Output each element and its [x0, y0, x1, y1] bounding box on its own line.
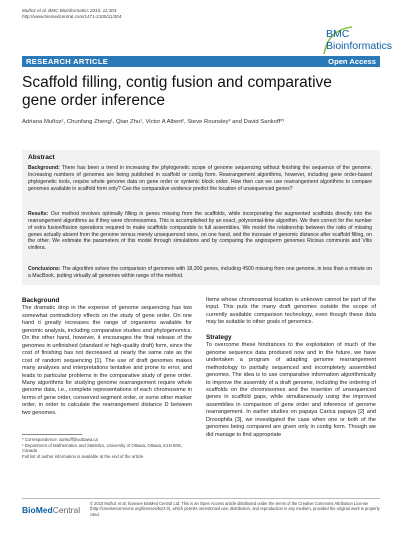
abstract-heading: Abstract [28, 154, 55, 161]
right-column [206, 297, 376, 439]
correspondence-footnote [22, 437, 192, 459]
footnote-divider [22, 434, 82, 435]
conclusions-label: Conclusions: [28, 266, 61, 272]
logo-line2: Bioinformatics [326, 40, 392, 52]
strategy-section-heading: Strategy [206, 333, 232, 341]
background-section-heading: Background [22, 297, 60, 304]
logo-line1: BMC [326, 28, 350, 40]
logo-biomed-text: BioMed [22, 505, 53, 515]
correspondence-note: Full list of author information is available at the end of the article [22, 453, 144, 459]
abstract-conclusions [28, 266, 372, 280]
results-label: Results: [28, 211, 49, 217]
abstract-results [28, 211, 372, 252]
right-column-intro-text: Items whose chromosomal location is unknown cannot be part of the input. This puts the many draft genomes outside the scope of currently available comparison technology, even though these data may be suitable to other goals of genomics. [206, 297, 376, 326]
citation-header [22, 8, 122, 20]
conclusions-text: The algorithm solves the comparison of genomes with 18,300 genes, including 4500 missing from one genome, in less than a minute on a MacBook, putting virtually all genomes within range of the method. [28, 266, 373, 279]
left-column [22, 297, 192, 417]
open-access-label: Open Access [328, 57, 376, 66]
biomed-central-logo [22, 505, 80, 515]
bmc-bioinformatics-logo [318, 24, 392, 60]
author-list: Adriana Muñoz¹, Chunfang Zheng¹, Qian Zhu¹, Victor A Albert², Steve Rounsley³ and David Sankoff*¹ [22, 119, 285, 125]
correspondence-affiliation: ¹ Department of Mathematics and Statistics, University of Ottawa, Ottawa, K1N 6N5, Canada [22, 442, 183, 454]
background-text: There has been a trend in increasing the phylogenetic scope of genome sequencing without finishing the sequence of the genome. Increasing numbers of genomes are being published in scaffold or contig form. Rearrangement algorithms, however, including gene order-based phylogenetic tools, require whole genome data on gene order or syntenic block order. How then can we use rearrangement algorithms to compare genomes available in scaffold form only? Can the comparative evidence predict the location of unsequenced genes? [28, 165, 372, 192]
background-label: Background: [28, 165, 60, 171]
logo-central-text: Central [52, 505, 81, 515]
citation-text: Muñoz et al. BMC Bioinformatics 2010, 11:304 [22, 8, 117, 13]
article-title: Scaffold filling, contig fusion and comparative gene order inference [22, 74, 332, 109]
footer-divider [22, 498, 380, 499]
license-footer [22, 500, 380, 520]
results-text: Our method involves optimally filling in genes missing from the scaffolds, while incorporating the augmented scaffolds directly into the rearrangement algorithms as if they were chromosomes. This is accomplished by an exact, polynomial-time algorithm. We then correct for the number of extra fusion/fission operations required to make scaffolds comparable to full assemblies. We model the relationship between the ratio of missing genes actually absent from the genome versus merely unsequenced ones, on one hand, and the increase of genomic distance after scaffold filling, on the other. We estimate the parameters of this model through simulations and by comparing the angiosperm genomes Ricinus communis and Vitis vinifera. [28, 211, 372, 252]
license-text: © 2010 Muñoz et al; licensee BioMed Central Ltd. This is an Open Access article distributed under the terms of the Creative Commons Attribution License (http://creativecommons.org/licenses/by/2.0), which permits unrestricted use, distribution, and reproduction in any medium, provided the original work is properly cited. [90, 501, 380, 517]
article-type-label: RESEARCH ARTICLE [26, 57, 109, 66]
abstract-box [22, 150, 380, 285]
article-type-bar [22, 56, 380, 67]
article-url[interactable]: http://www.biomedcentral.com/1471-2105/11/304 [22, 14, 122, 19]
abstract-background [28, 165, 372, 192]
correspondence-email: * Correspondence: sankoff@uottawa.ca [22, 437, 98, 442]
background-section-text: The dramatic drop in the expense of genome sequencing has two somewhat contradictory effects on the study of gene order. On one hand it greatly increases the range of organisms available for genomic analysis, including comparative studies and phylogenomics. On the other hand, however, it encourages the final release of the genomes in unfinished (standard or high-quality draft) form, since the cost of finishing has not decreased at nearly the same rate as the cost of random sequencing [1]. The use of draft genomes makes many analyses and interpretations tentative and prone to error, and leads to particular problems in the comparative study of gene order. Many algorithms for studying genome rearrangement require whole genome data, i.e., complete representations of each chromosome in terms of gene order, conserved segment order, or some other marker order, in order to calculate the rearrangement distance D between two genomes. [22, 305, 192, 416]
strategy-section-text: To overcome these hindrances to the exploitation of much of the genome sequence data produced now and in the future, we have undertaken a program of adapting genome rearrangement methodology to partially sequenced and incompletely assembled genomes. The idea is to use comparative information algorithmically to improve the assembly of a draft genome, including the ordering of scaffolds on the chromosomes and the insertion of unsequenced genes in scaffold gaps, while simultaneously using the improved assemblies in comparison of gene order and inference of genome rearrangement. In earlier studies on papaya Carica papaya [2] and Drosophila [3], we investigated the case when one or both of the genomes being compared are given only in contig form. Though we did manage to find appropriate [206, 342, 376, 438]
